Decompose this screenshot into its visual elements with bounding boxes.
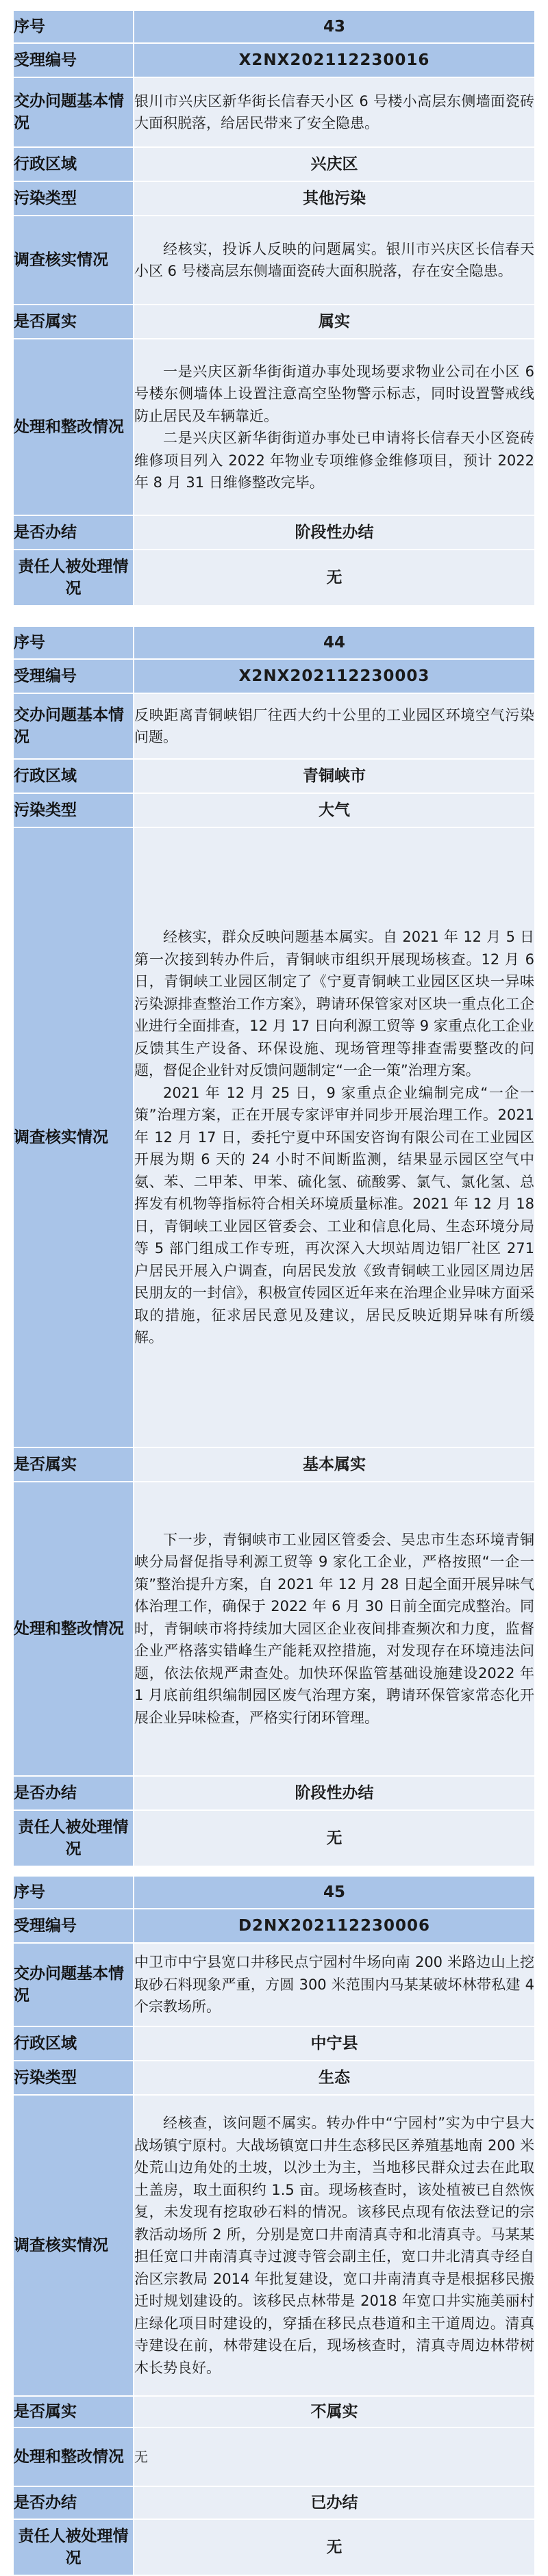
region-value: 兴庆区 <box>134 147 535 181</box>
case-record-table <box>12 10 536 606</box>
handling-label: 处理和整改情况 <box>13 1482 134 1776</box>
investigation-value <box>134 827 535 1447</box>
accountable-row <box>13 2519 535 2575</box>
investigation-paragraph: 经核实，投诉人反映的问题属实。银川市兴庆区长信春天小区 6 号楼高层东侧墙面瓷砖大面积脱落，存在安全隐患。 <box>134 240 534 279</box>
seq-value: 45 <box>134 1876 535 1909</box>
accountable-value: 无 <box>134 1810 535 1866</box>
case-no-label: 受理编号 <box>13 43 134 77</box>
region-row <box>13 759 535 793</box>
region-value: 青铜峡市 <box>134 759 535 793</box>
handling-paragraph: 一是兴庆区新华街街道办事处现场要求物业公司在小区 6 号楼东侧墙体上设置注意高空坠物警示标志，同时设置警戒线防止居民及车辆靠近。 <box>134 363 534 424</box>
handling-label: 处理和整改情况 <box>13 339 134 515</box>
investigation-label: 调查核实情况 <box>13 216 134 305</box>
accountable-label: 责任人被处理情况 <box>13 1810 134 1866</box>
pollution-row <box>13 793 535 827</box>
handling-paragraph: 二是兴庆区新华街街道办事处已申请将长信春天小区瓷砖维修项目列入 2022 年物业专项维修金维修项目，预计 2022 年 8 月 31 日维修整改完毕。 <box>134 430 534 491</box>
closed-label: 是否办结 <box>13 1776 134 1810</box>
region-row <box>13 2026 535 2061</box>
pollution-value: 其他污染 <box>134 181 535 216</box>
investigation-row <box>13 216 535 305</box>
accountable-row <box>13 1810 535 1866</box>
accountable-row <box>13 550 535 606</box>
case-no-value: X2NX202112230003 <box>134 659 535 693</box>
accountable-value: 无 <box>134 2519 535 2575</box>
issue-label: 交办问题基本情况 <box>13 693 134 759</box>
handling-row <box>13 1482 535 1776</box>
pollution-row <box>13 181 535 216</box>
seq-label: 序号 <box>13 1876 134 1909</box>
verified-row <box>13 1447 535 1482</box>
pollution-value: 大气 <box>134 793 535 827</box>
verified-value: 基本属实 <box>134 1447 535 1482</box>
seq-row <box>13 626 535 659</box>
case-no-row <box>13 1909 535 1943</box>
case-no-row <box>13 43 535 77</box>
investigation-paragraph: 经核查，该问题不属实。转办件中“宁园村”实为中宁县大战场镇宁原村。大战场镇宽口井生态移民区养殖基地南 200 米处荒山边角处的土坡，以沙土为主，当地移民群众过去在此取土盖房，取土面积约 1.5 亩。现场核查时，该处植被已自然恢复，未发现有挖取砂石料的情况。该移民点现有依法登记的宗教活动场所 2 所，分别是宽口井南清真寺和北清真寺。马某某担任宽口井南清真寺过渡寺管会副主任，宽口井北清真寺经自治区宗教局 2014 年批复建设，宽口井南清真寺是根据移民搬迁时规划建设的。该移民点林带是 2018 年宽口井实施美丽村庄绿化项目时建设的，穿插在移民点巷道和主干道周边。清真寺建设在前，林带建设在后，现场核查时，清真寺周边林带树木长势良好。 <box>134 2115 534 2376</box>
region-label: 行政区域 <box>13 759 134 793</box>
verified-label: 是否属实 <box>13 305 134 339</box>
investigation-paragraph: 经核实，群众反映问题基本属实。自 2021 年 12 月 5 日第一次接到转办件后，青铜峡市组织开展现场核查。12 月 6 日，青铜峡工业园区制定了《宁夏青铜峡工业园区区块一异味污染源排查整治工作方案》，聘请环保管家对区块一重点化工企业进行全面排查，12 月 17 日向利源工贸等 9 家重点化工企业反馈其生产设备、环保设施、现场管理等排查需要整改的问题，督促企业针对反馈问题制定“一企一策”治理方案。 <box>134 929 534 1079</box>
pollution-label: 污染类型 <box>13 181 134 216</box>
case-no-row <box>13 659 535 693</box>
closed-row <box>13 2486 535 2519</box>
pollution-label: 污染类型 <box>13 2061 134 2095</box>
seq-value: 43 <box>134 10 535 43</box>
closed-label: 是否办结 <box>13 2486 134 2519</box>
issue-value: 反映距离青铜峡铝厂往西大约十公里的工业园区环境空气污染问题。 <box>134 693 535 759</box>
investigation-value <box>134 216 535 305</box>
verified-row <box>13 305 535 339</box>
case-record-table <box>12 1875 536 2576</box>
case-no-label: 受理编号 <box>13 1909 134 1943</box>
region-row <box>13 147 535 181</box>
issue-value: 银川市兴庆区新华街长信春天小区 6 号楼小高层东侧墙面瓷砖大面积脱落，给居民带来了安全隐患。 <box>134 77 535 147</box>
closed-value: 已办结 <box>134 2486 535 2519</box>
issue-value: 中卫市中宁县宽口井移民点宁园村牛场向南 200 米路边山上挖取砂石料现象严重，方圆 300 米范围内马某某破坏林带私建 4 个宗教场所。 <box>134 1943 535 2026</box>
accountable-value: 无 <box>134 550 535 606</box>
case-no-label: 受理编号 <box>13 659 134 693</box>
handling-label: 处理和整改情况 <box>13 2427 134 2486</box>
issue-row <box>13 693 535 759</box>
pollution-label: 污染类型 <box>13 793 134 827</box>
issue-label: 交办问题基本情况 <box>13 1943 134 2026</box>
handling-value: 无 <box>134 2427 535 2486</box>
issue-label: 交办问题基本情况 <box>13 77 134 147</box>
investigation-label: 调查核实情况 <box>13 827 134 1447</box>
investigation-paragraph: 2021 年 12 月 25 日，9 家重点企业编制完成“一企一策”治理方案，正在开展专家评审并同步开展治理工作。2021 年 12 月 17 日，委托宁夏中环国安咨询有限公司在工业园区开展为期 6 天的 24 小时不间断监测，结果显示园区空气中氨、苯、二甲苯、甲苯、硫化氢、硫酸雾、氯气、氯化氢、总挥发有机物等指标符合相关环境质量标准。2021 年 12 月 18 日，青铜峡工业园区管委会、工业和信息化局、生态环境分局等 5 部门组成工作专班，再次深入大坝站周边铝厂社区 271 户居民开展入户调查，向居民发放《致青铜峡工业园区周边居民朋友的一封信》，积极宣传园区近年来在治理企业异味方面采取的措施，征求居民意见及建议，居民反映近期异味有所缓解。 <box>134 1084 534 1346</box>
seq-value: 44 <box>134 626 535 659</box>
pollution-value: 生态 <box>134 2061 535 2095</box>
region-label: 行政区域 <box>13 2026 134 2061</box>
issue-row <box>13 1943 535 2026</box>
closed-label: 是否办结 <box>13 515 134 550</box>
closed-row <box>13 1776 535 1810</box>
investigation-row <box>13 827 535 1447</box>
case-record-table <box>12 626 536 1867</box>
verified-label: 是否属实 <box>13 1447 134 1482</box>
seq-row <box>13 10 535 43</box>
pollution-row <box>13 2061 535 2095</box>
accountable-label: 责任人被处理情况 <box>13 550 134 606</box>
verified-label: 是否属实 <box>13 2396 134 2427</box>
handling-row <box>13 2427 535 2486</box>
accountable-label: 责任人被处理情况 <box>13 2519 134 2575</box>
verified-row <box>13 2396 535 2427</box>
issue-row <box>13 77 535 147</box>
closed-row <box>13 515 535 550</box>
handling-value <box>134 1482 535 1776</box>
handling-paragraph: 下一步，青铜峡市工业园区管委会、吴忠市生态环境青铜峡分局督促指导利源工贸等 9 家化工企业，严格按照“一企一策”整治提升方案，自 2021 年 12 月 28 日起全面开展异味气体治理工作，确保于 2022 年 6 月 30 日前全面完成整治。同时，青铜峡市将持续加大园区企业夜间排查频次和力度，监督企业严格落实错峰生产能耗双控措施，对发现存在环境违法问题，依法依规严肃查处。加快环保监管基础设施建设2022 年 1 月底前组织编制园区废气治理方案，聘请环保管家常态化开展企业异味检查，严格实行闭环管理。 <box>134 1531 534 1726</box>
seq-label: 序号 <box>13 626 134 659</box>
investigation-row <box>13 2095 535 2396</box>
investigation-label: 调查核实情况 <box>13 2095 134 2396</box>
region-label: 行政区域 <box>13 147 134 181</box>
handling-row <box>13 339 535 515</box>
seq-row <box>13 1876 535 1909</box>
investigation-value <box>134 2095 535 2396</box>
closed-value: 阶段性办结 <box>134 1776 535 1810</box>
closed-value: 阶段性办结 <box>134 515 535 550</box>
verified-value: 不属实 <box>134 2396 535 2427</box>
verified-value: 属实 <box>134 305 535 339</box>
case-no-value: D2NX202112230006 <box>134 1909 535 1943</box>
handling-value <box>134 339 535 515</box>
region-value: 中宁县 <box>134 2026 535 2061</box>
case-no-value: X2NX202112230016 <box>134 43 535 77</box>
seq-label: 序号 <box>13 10 134 43</box>
